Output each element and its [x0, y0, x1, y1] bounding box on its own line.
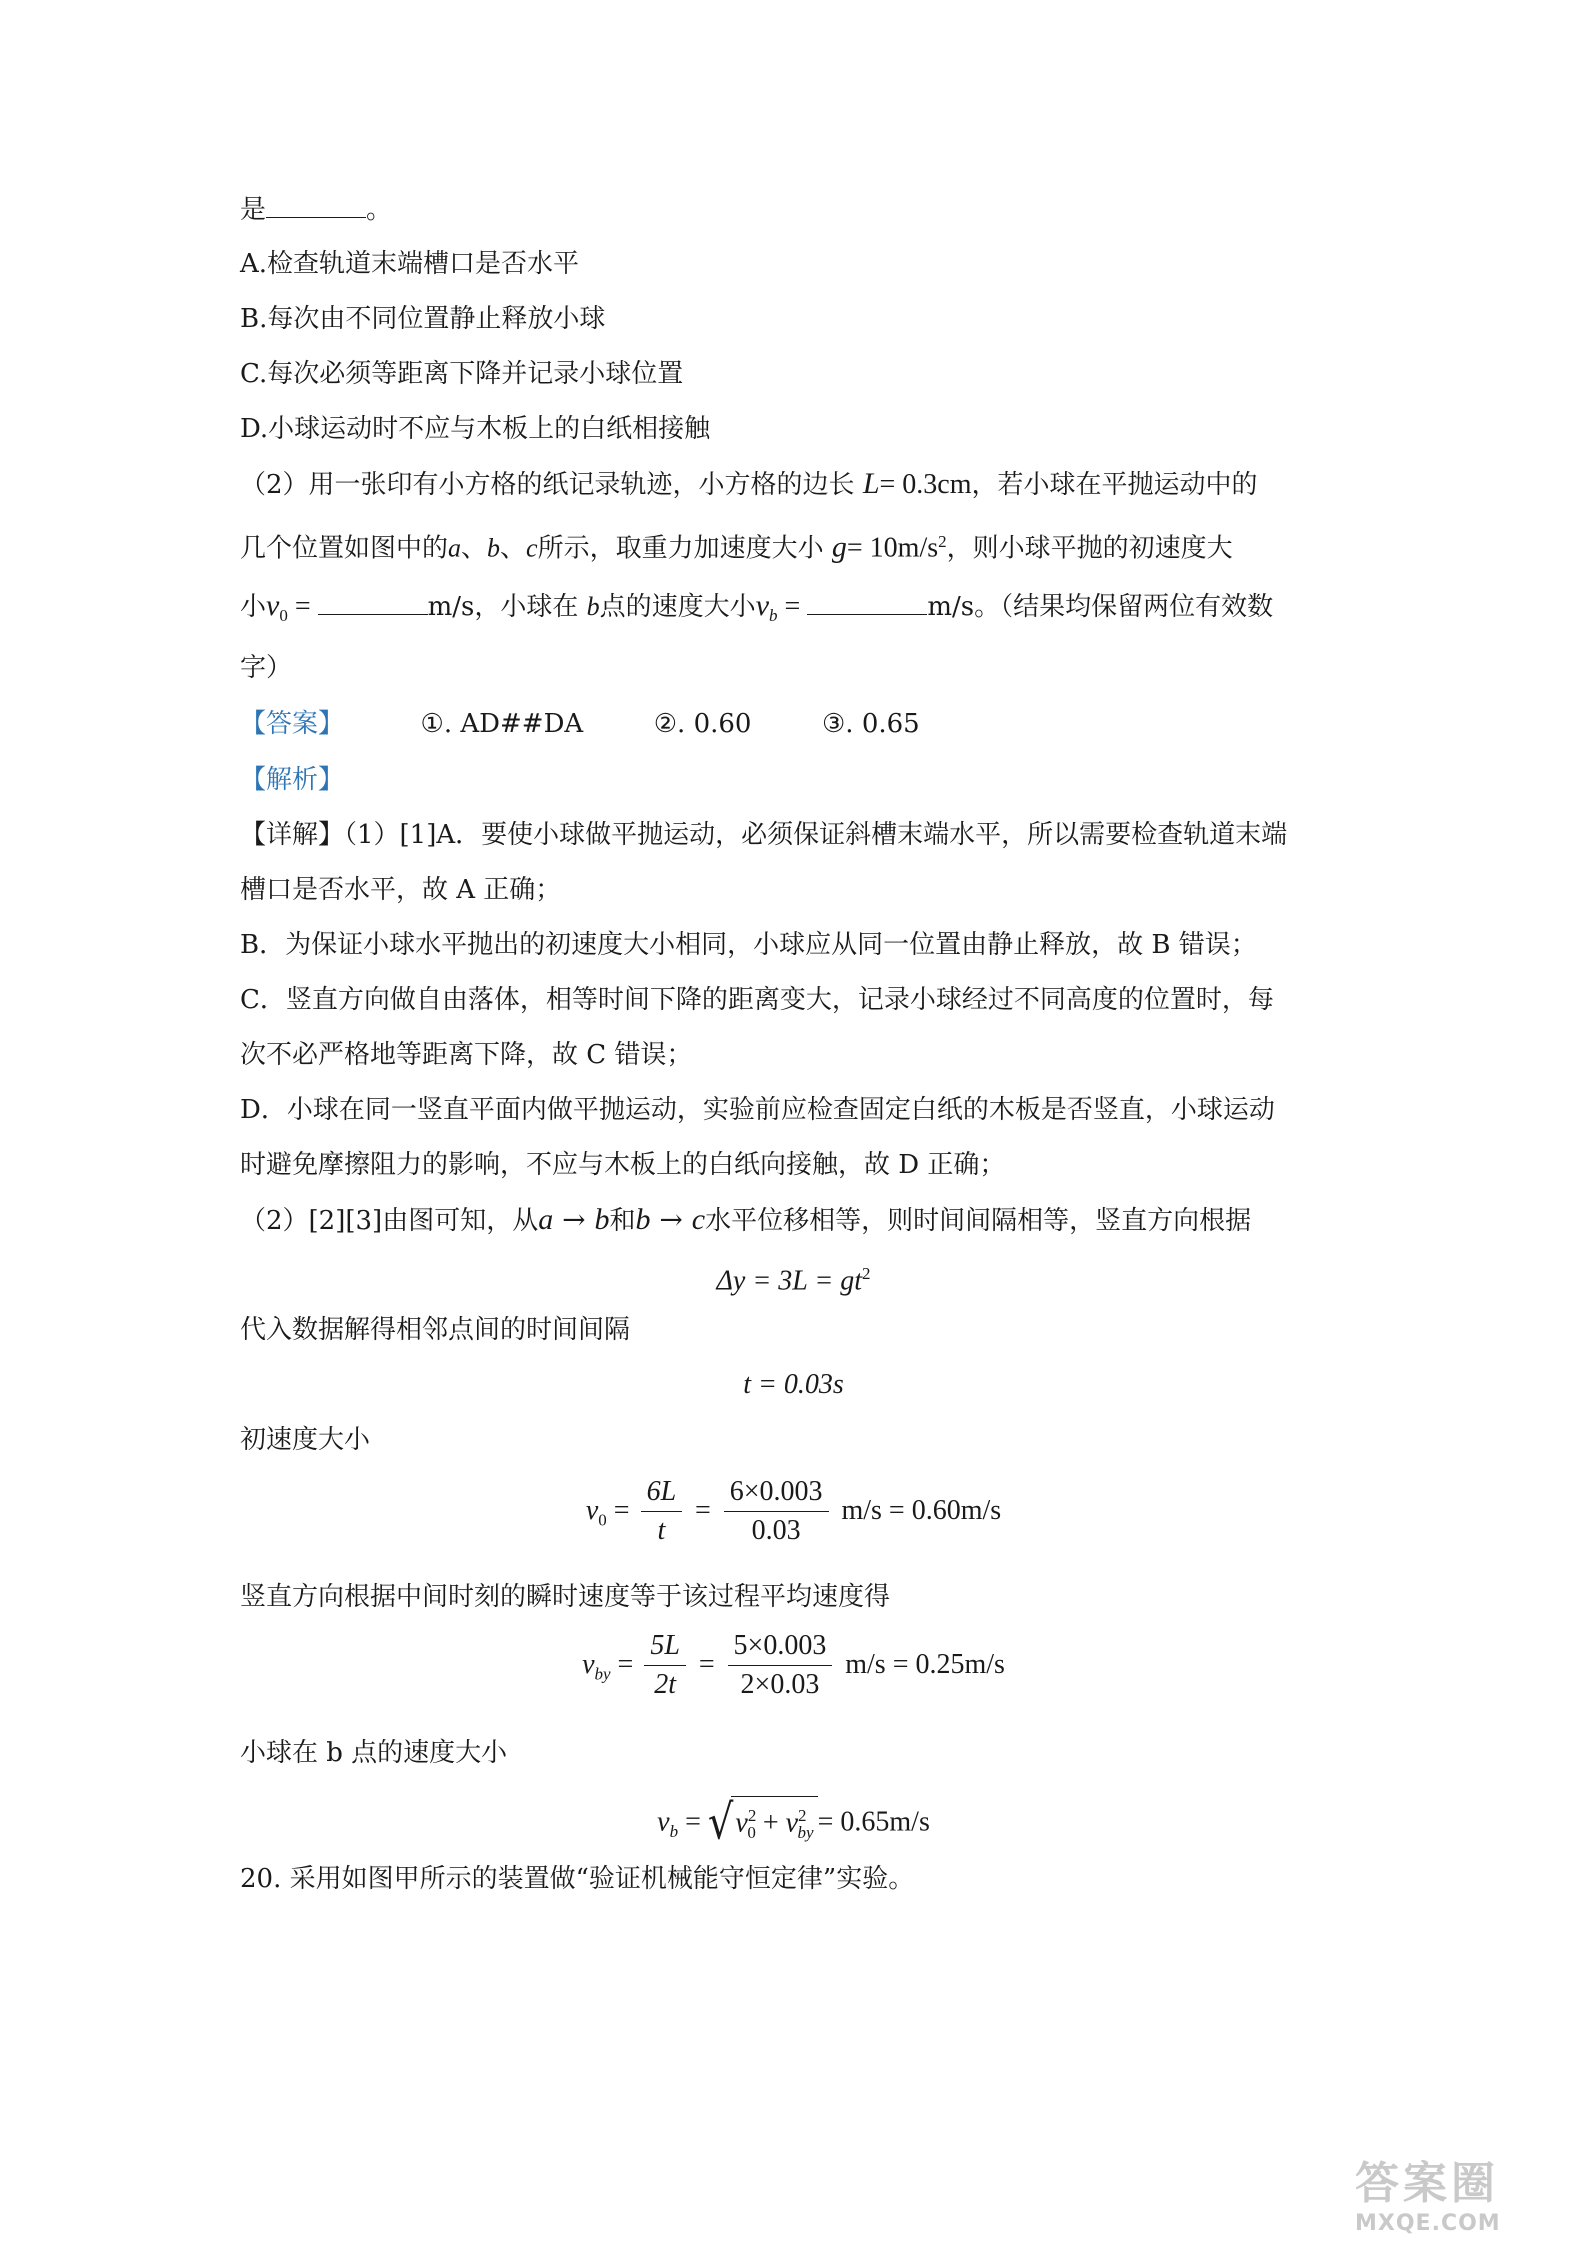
detail-line-3: B．为保证小球水平抛出的初速度大小相同，小球应从同一位置由静止释放，故 B 错误；: [240, 930, 1257, 960]
analysis-tag: 【解析】: [240, 765, 345, 795]
detail-line-4: C．竖直方向做自由落体，相等时间下降的距离变大，记录小球经过不同高度的位置时，每: [240, 985, 1274, 1015]
answer-3: ③. 0.65: [822, 709, 920, 739]
question-20: 20. 采用如图甲所示的装置做“验证机械能守恒定律”实验。: [240, 1864, 915, 1894]
option-d: D.小球运动时不应与木板上的白纸相接触: [240, 414, 711, 444]
equation-vb: $v_b = √v^2_0 + v^2_{by} = 0.65m/s$: [657, 1795, 930, 1851]
option-c: C.每次必须等距离下降并记录小球位置: [240, 359, 684, 389]
text-vb: 小球在 b 点的速度大小: [240, 1738, 508, 1768]
answer-tag: 【答案】: [240, 709, 345, 739]
q2-line-2: 几个位置如图中的a、b、c所示，取重力加速度大小 $g= 10m/s^2$，则小球平抛的初速度大: [240, 530, 1233, 564]
equation-t: t = 0.03s: [743, 1369, 844, 1400]
text-vby: 竖直方向根据中间时刻的瞬时速度等于该过程平均速度得: [240, 1582, 891, 1612]
detail-line-7: 时避免摩擦阻力的影响，不应与木板上的白纸向接触，故 D 正确；: [240, 1150, 1006, 1180]
equation-v0: $v_0$ = $\frac{6L}{t}$ = $\frac{6\times 0.003}{0.03}$ m/s = 0.60m/s: [0, 1470, 1587, 1561]
detail-line-8: （2）[2][3]由图可知，从a → b和b → c水平位移相等，则时间间隔相等，竖直方向根据: [240, 1203, 1252, 1236]
answer-line: [240, 706, 920, 742]
text-time-interval: 代入数据解得相邻点间的时间间隔: [240, 1315, 631, 1345]
vb-blank: [807, 610, 927, 615]
equation-delta-y: $\Delta y = 3L = gt^2$: [716, 1264, 871, 1297]
answer-2: ②. 0.60: [653, 709, 752, 739]
detail-line-2: 槽口是否水平，故 A 正确；: [240, 875, 562, 905]
v0-blank: [318, 610, 428, 615]
detail-line-6: D．小球在同一竖直平面内做平抛运动，实验前应检查固定白纸的木板是否竖直，小球运动: [240, 1095, 1275, 1125]
q2-line-4: 字）: [240, 653, 293, 683]
answer-blank: [266, 213, 366, 218]
watermark-logo: 答案圈 MXQE.COM: [1355, 2158, 1501, 2236]
sqrt-icon: √: [707, 1795, 734, 1851]
option-b: B.每次由不同位置静止释放小球: [240, 304, 606, 334]
detail-line-5: 次不必严格地等距离下降，故 C 错误；: [240, 1040, 693, 1070]
stem-end: 是 。: [240, 195, 393, 225]
q2-line-1: （2）用一张印有小方格的纸记录轨迹，小方格的边长 L= 0.3cm，若小球在平抛运动中的: [240, 467, 1258, 500]
equation-vby: $v_{by}$ = $\frac{5L}{2t}$ = $\frac{5\times 0.003}{2\times 0.03}$ m/s = 0.25m/s: [0, 1624, 1587, 1715]
detail-line-1: 【详解】（1）[1]A．要使小球做平抛运动，必须保证斜槽末端水平，所以需要检查轨道末端: [240, 820, 1288, 850]
answer-1: ①. AD##DA: [420, 709, 584, 739]
q2-line-3: 小$v_0 = m/s$，小球在 b点的速度大小$v_b = m/s$。（结果均保留两位有效数: [240, 589, 1274, 626]
option-a: A.检查轨道末端槽口是否水平: [240, 249, 580, 279]
text-v0: 初速度大小: [240, 1425, 371, 1455]
